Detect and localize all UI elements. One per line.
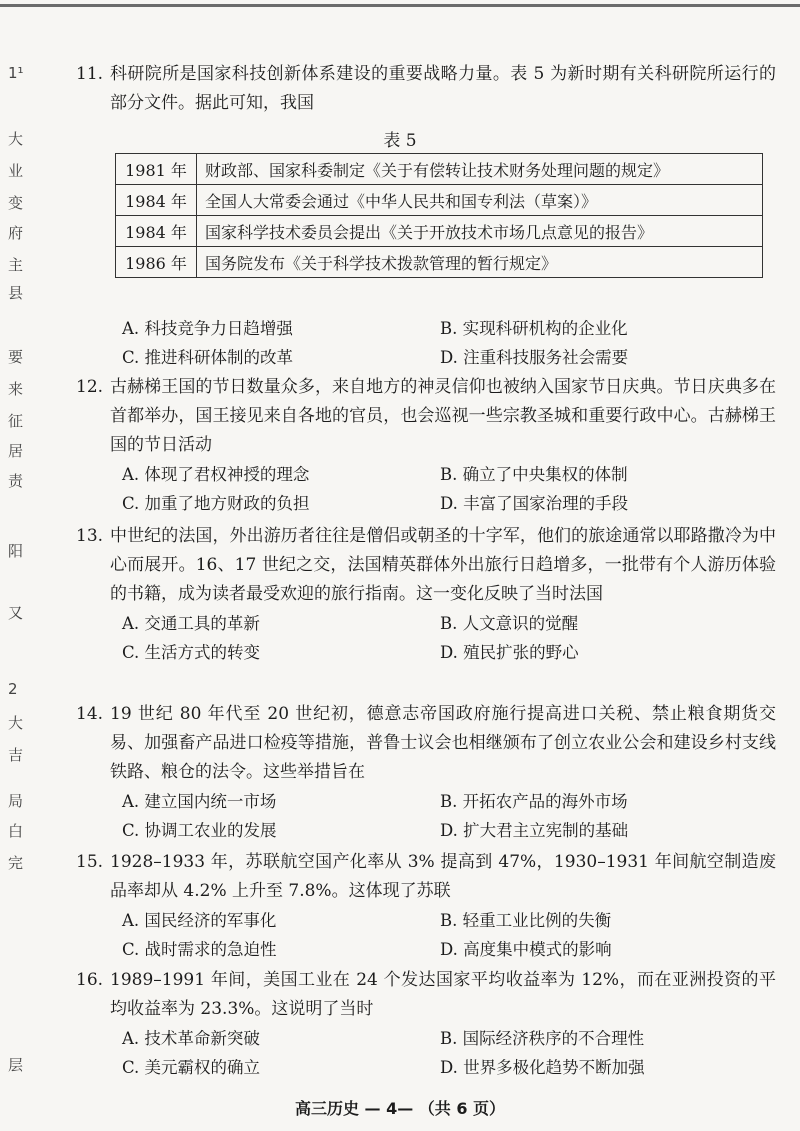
option-d: D. 世界多极化趋势不断加强 bbox=[440, 1058, 645, 1077]
options-row bbox=[122, 935, 776, 964]
options-row bbox=[122, 906, 776, 935]
question-stem: 1989–1991 年间，美国工业在 24 个发达国家平均收益率为 12%，而在亚洲投资的平均收益率为 23.3%。这说明了当时 bbox=[110, 970, 776, 1019]
table-cell-text: 国家科学技术委员会提出《关于开放技术市场几点意见的报告》 bbox=[197, 216, 763, 247]
question-11-options bbox=[76, 314, 776, 372]
option-c: C. 战时需求的急迫性 bbox=[122, 940, 277, 959]
option-b: B. 开拓农产品的海外市场 bbox=[440, 792, 628, 811]
options-row bbox=[122, 314, 776, 343]
option-b: B. 国际经济秩序的不合理性 bbox=[440, 1029, 645, 1048]
option-d: D. 注重科技服务社会需要 bbox=[440, 348, 629, 367]
options-row bbox=[122, 638, 776, 667]
margin-note: 主 bbox=[8, 256, 24, 274]
margin-note: 大 bbox=[8, 130, 24, 148]
table-row bbox=[116, 247, 763, 278]
table-cell-text: 财政部、国家科委制定《关于有偿转让技术财务处理问题的规定》 bbox=[197, 154, 763, 185]
table-row bbox=[116, 216, 763, 247]
margin-note: 吉 bbox=[8, 746, 24, 764]
option-c: C. 生活方式的转变 bbox=[122, 643, 261, 662]
question-stem: 19 世纪 80 年代至 20 世纪初，德意志帝国政府施行提高进口关税、禁止粮食期货交易、加强畜产品进口检疫等措施，普鲁士议会也相继颁布了创立农业公会和建设乡村支线铁路、粮仓的法令。这些举措旨在 bbox=[110, 704, 776, 782]
options-row bbox=[122, 489, 776, 518]
margin-note: 局 bbox=[8, 792, 24, 810]
margin-note: 大 bbox=[8, 714, 24, 732]
margin-note: 层 bbox=[8, 1056, 24, 1074]
option-d: D. 高度集中模式的影响 bbox=[440, 940, 612, 959]
margin-note: 要 bbox=[8, 348, 24, 366]
margin-note: 府 bbox=[8, 224, 24, 242]
option-d: D. 扩大君主立宪制的基础 bbox=[440, 821, 629, 840]
option-c: C. 加重了地方财政的负担 bbox=[122, 494, 310, 513]
option-a: A. 体现了君权神授的理念 bbox=[122, 465, 310, 484]
option-c: C. 协调工农业的发展 bbox=[122, 821, 277, 840]
margin-note: 完 bbox=[8, 854, 24, 872]
question-stem: 中世纪的法国，外出游历者往往是僧侣或朝圣的十字军，他们的旅途通常以耶路撒冷为中心而展开。16、17 世纪之交，法国精英群体外出旅行日趋增多，一批带有个人游历体验的书籍，成为读者最受欢迎的旅行指南。这一变化反映了当时法国 bbox=[110, 526, 776, 604]
option-b: B. 人文意识的觉醒 bbox=[440, 614, 579, 633]
question-number: 13. bbox=[76, 526, 104, 546]
question-11 bbox=[76, 60, 776, 118]
question-stem: 科研院所是国家科技创新体系建设的重要战略力量。表 5 为新时期有关科研院所运行的部分文件。据此可知，我国 bbox=[110, 64, 776, 113]
question-number: 15. bbox=[76, 852, 104, 872]
option-a: A. 技术革命新突破 bbox=[122, 1029, 260, 1048]
options-row bbox=[122, 1053, 776, 1082]
option-d: D. 丰富了国家治理的手段 bbox=[440, 494, 629, 513]
margin-note: 变 bbox=[8, 194, 24, 212]
table-row bbox=[116, 185, 763, 216]
margin-note: 1¹ bbox=[8, 64, 24, 82]
question-number: 14. bbox=[76, 704, 104, 724]
option-a: A. 科技竞争力日趋增强 bbox=[122, 319, 293, 338]
table-cell-year: 1986 年 bbox=[116, 247, 197, 278]
margin-note: 居 bbox=[8, 442, 24, 460]
options-row bbox=[122, 343, 776, 372]
question-15 bbox=[76, 848, 776, 964]
table-title: 表 5 bbox=[383, 131, 417, 151]
margin-note: 县 bbox=[8, 284, 24, 302]
option-a: A. 国民经济的军事化 bbox=[122, 911, 277, 930]
question-stem: 1928–1933 年，苏联航空国产化率从 3% 提高到 47%，1930–1931 年间航空制造废品率却从 4.2% 上升至 7.8%。这体现了苏联 bbox=[110, 852, 776, 901]
option-b: B. 实现科研机构的企业化 bbox=[440, 319, 628, 338]
table-cell-year: 1984 年 bbox=[116, 216, 197, 247]
question-12 bbox=[76, 373, 776, 518]
question-number: 11. bbox=[76, 64, 104, 84]
options-row bbox=[122, 816, 776, 845]
option-b: B. 轻重工业比例的失衡 bbox=[440, 911, 612, 930]
table-5 bbox=[115, 153, 763, 278]
page-footer: 高三历史 — 4— （共 6 页） bbox=[294, 1099, 506, 1118]
question-number: 16. bbox=[76, 970, 104, 990]
options-row bbox=[122, 609, 776, 638]
table-cell-year: 1984 年 bbox=[116, 185, 197, 216]
margin-note: 业 bbox=[8, 162, 24, 180]
margin-note: 白 bbox=[8, 822, 24, 840]
question-13 bbox=[76, 522, 776, 667]
margin-note: 责 bbox=[8, 472, 24, 490]
question-stem: 古赫梯王国的节日数量众多，来自地方的神灵信仰也被纳入国家节日庆典。节日庆典多在首都举办，国王接见来自各地的官员，也会巡视一些宗教圣城和重要行政中心。古赫梯王国的节日活动 bbox=[110, 377, 776, 455]
option-c: C. 美元霸权的确立 bbox=[122, 1058, 261, 1077]
question-14 bbox=[76, 700, 776, 845]
question-16 bbox=[76, 966, 776, 1082]
top-border-line bbox=[0, 4, 800, 7]
options-row bbox=[122, 787, 776, 816]
table-cell-text: 国务院发布《关于科学技术拨款管理的暂行规定》 bbox=[197, 247, 763, 278]
margin-note: 又 bbox=[8, 604, 24, 622]
option-d: D. 殖民扩张的野心 bbox=[440, 643, 579, 662]
options-row bbox=[122, 460, 776, 489]
option-a: A. 交通工具的革新 bbox=[122, 614, 260, 633]
margin-note: 来 bbox=[8, 380, 24, 398]
margin-note: 征 bbox=[8, 412, 24, 430]
table-row bbox=[116, 154, 763, 185]
margin-note: 阳 bbox=[8, 542, 24, 560]
option-c: C. 推进科研体制的改革 bbox=[122, 348, 294, 367]
option-a: A. 建立国内统一市场 bbox=[122, 792, 277, 811]
option-b: B. 确立了中央集权的体制 bbox=[440, 465, 628, 484]
question-number: 12. bbox=[76, 377, 104, 397]
options-row bbox=[122, 1024, 776, 1053]
table-cell-year: 1981 年 bbox=[116, 154, 197, 185]
table-cell-text: 全国人大常委会通过《中华人民共和国专利法（草案）》 bbox=[197, 185, 763, 216]
margin-note: 2 bbox=[8, 680, 18, 698]
